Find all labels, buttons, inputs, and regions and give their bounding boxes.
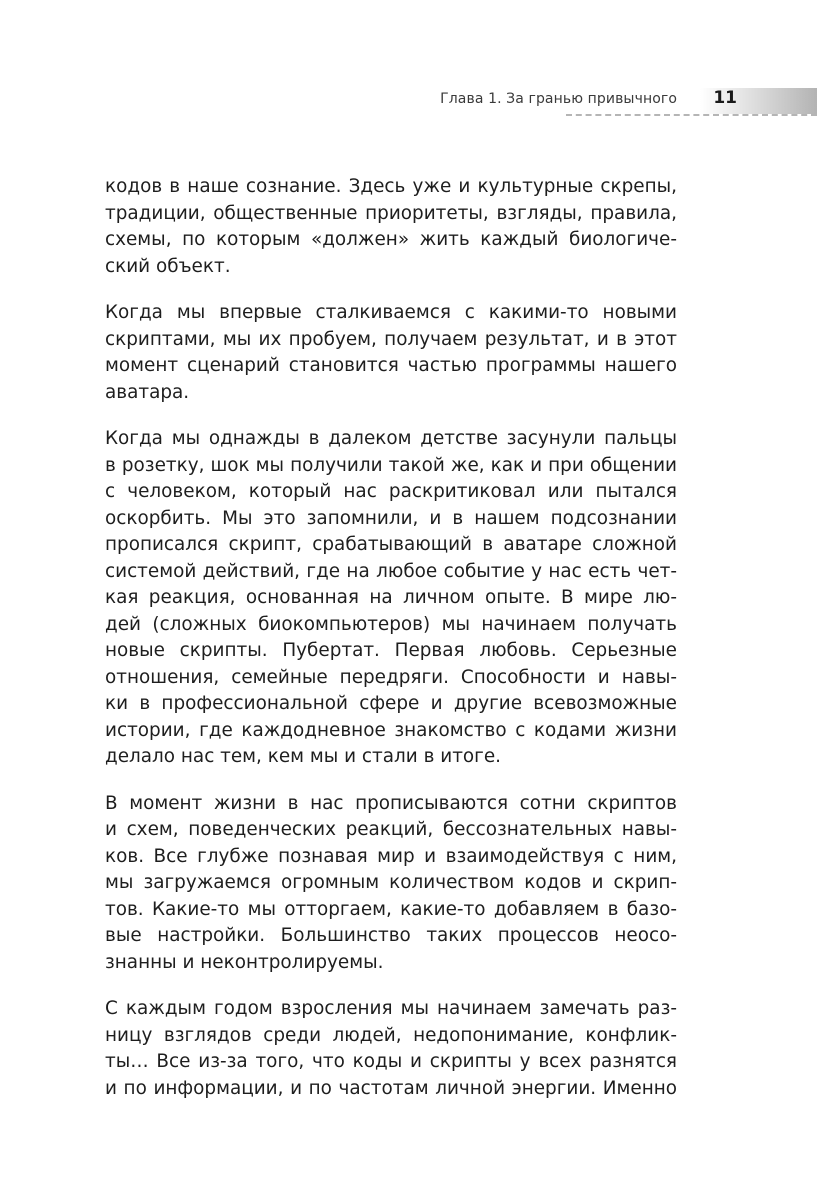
paragraph xyxy=(105,426,677,771)
chapter-title: Глава 1. За гранью привычного xyxy=(440,91,677,107)
text-line: схемы, по которым «должен» жить каждый биологиче- xyxy=(105,229,677,250)
text-line: традиции, общественные приоритеты, взгляды, правила, xyxy=(105,202,677,224)
paragraph xyxy=(105,996,677,1102)
text-line: ский объект. xyxy=(105,255,231,277)
text-line: знанны и неконтролируемы. xyxy=(105,951,384,973)
text-line: с человеком, который нас раскритиковал или пытался xyxy=(105,481,677,502)
paragraph xyxy=(105,791,677,977)
header-dashed-rule xyxy=(566,114,817,116)
text-line: системой действий, где на любое событие у нас есть чет- xyxy=(105,560,677,582)
text-line: прописался скрипт, срабатывающий в аватаре сложной xyxy=(105,534,677,555)
text-line: Когда мы впервые сталкиваемся с какими-то новыми xyxy=(105,302,677,323)
text-line: мы загружаемся огромным количеством кодов и скрип- xyxy=(105,872,677,893)
text-line: кодов в наше сознание. Здесь уже и культурные скрепы, xyxy=(105,176,677,197)
text-line: в розетку, шок мы получили такой же, как и при общении xyxy=(105,454,677,476)
text-line: дей (сложных биокомпьютеров) мы начинаем получать xyxy=(105,613,677,635)
text-line: истории, где каждодневное знакомство с кодами жизни xyxy=(105,719,677,741)
text-line: кая реакция, основанная на личном опыте. В мире лю- xyxy=(105,587,677,608)
text-line: С каждым годом взросления мы начинаем замечать раз- xyxy=(105,998,677,1019)
text-line: аватара. xyxy=(105,381,190,403)
text-line: тов. Какие-то мы отторгаем, какие-то добавляем в базо- xyxy=(105,898,677,920)
text-line: ты… Все из-за того, что коды и скрипты у всех разнятся xyxy=(105,1051,677,1072)
text-line: и по информации, и по частотам личной энергии. Именно xyxy=(105,1077,677,1099)
paragraph xyxy=(105,174,677,280)
text-line: В момент жизни в нас прописываются сотни скриптов xyxy=(105,792,677,814)
text-line: скриптами, мы их пробуем, получаем результат, и в этот xyxy=(105,328,677,350)
body-text xyxy=(105,174,677,1122)
text-line: ков. Все глубже познавая мир и взаимодействуя с ним, xyxy=(105,845,677,867)
text-line: вые настройки. Большинство таких процессов неосо- xyxy=(105,925,677,946)
text-line: отношения, семейные передряги. Способности и навы- xyxy=(105,666,677,688)
text-line: Когда мы однажды в далеком детстве засунули пальцы xyxy=(105,428,677,449)
text-line: делало нас тем, кем мы и стали в итоге. xyxy=(105,746,502,767)
text-line: момент сценарий становится частью программы нашего xyxy=(105,355,677,376)
running-header xyxy=(380,88,817,118)
text-line: ницу взглядов среди людей, недопонимание, конфлик- xyxy=(105,1024,677,1046)
text-line: и схем, поведенческих реакций, бессознательных навы- xyxy=(105,819,677,840)
text-line: оскорбить. Мы это запомнили, и в нашем подсознании xyxy=(105,507,677,529)
paragraph xyxy=(105,300,677,406)
text-line: ки в профессиональной сфере и другие всевозможные xyxy=(105,693,677,714)
page-number: 11 xyxy=(713,88,737,108)
text-line: новые скрипты. Пубертат. Первая любовь. Серьезные xyxy=(105,640,677,661)
